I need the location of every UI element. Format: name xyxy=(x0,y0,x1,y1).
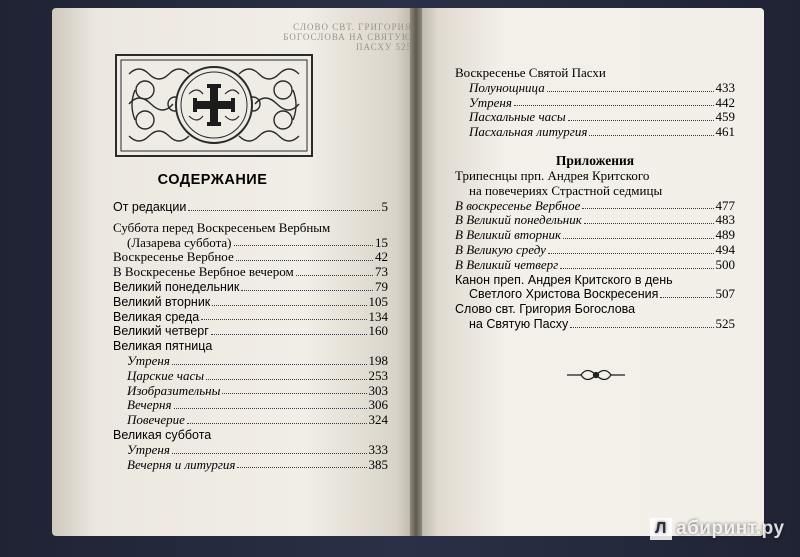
toc-entry xyxy=(113,458,388,473)
toc-page-number: 306 xyxy=(368,397,388,413)
right-toc-list xyxy=(455,66,735,332)
toc-entry xyxy=(455,125,735,140)
toc-entry-title: Воскресенье Вербное xyxy=(113,249,234,265)
toc-entry-title: Великая пятница xyxy=(113,339,213,354)
leader-dots xyxy=(589,135,713,136)
leader-dots xyxy=(660,297,713,298)
toc-page-number: 5 xyxy=(381,199,388,214)
toc-entry-title: Суббота перед Воскресеньем Вербным xyxy=(113,219,331,235)
leader-dots xyxy=(568,120,714,121)
toc-entry-title: Трипеснцы прп. Андрея Критского xyxy=(455,167,650,183)
toc-entry xyxy=(455,258,735,273)
toc-entry xyxy=(113,354,388,369)
leader-dots xyxy=(187,423,367,424)
toc-title: СОДЕРЖАНИЕ xyxy=(157,172,268,188)
toc-entry xyxy=(113,295,388,310)
toc-page-number: 477 xyxy=(715,197,735,213)
leader-dots xyxy=(234,245,373,246)
cross-ornament-icon xyxy=(115,54,313,157)
toc-page-number: 433 xyxy=(715,79,735,95)
toc-entry xyxy=(455,273,735,288)
toc-page-number: 494 xyxy=(715,241,735,257)
toc-entry-title: Пасхальная литургия xyxy=(469,124,588,140)
toc-page-number: 489 xyxy=(715,227,735,243)
toc-entry-title: Повечерие xyxy=(127,412,185,428)
leader-dots xyxy=(584,223,714,224)
toc-page-number: 333 xyxy=(368,441,388,457)
leader-dots xyxy=(570,327,713,328)
toc-entry xyxy=(455,228,735,243)
leader-dots xyxy=(560,268,713,269)
toc-entry-title: В Великий четверг xyxy=(455,256,559,272)
toc-page-number: 385 xyxy=(368,456,388,472)
toc-entry xyxy=(455,213,735,228)
toc-entry xyxy=(113,339,388,354)
leader-dots xyxy=(241,290,373,291)
leader-dots xyxy=(563,238,713,239)
toc-entry xyxy=(113,265,388,280)
toc-entry xyxy=(455,287,735,302)
leader-dots xyxy=(582,208,713,209)
toc-entry-title: Слово свт. Григория Богослова xyxy=(455,302,636,317)
leader-dots xyxy=(296,275,373,276)
toc-page-number: 105 xyxy=(368,293,388,309)
toc-entry xyxy=(113,443,388,458)
left-toc-list xyxy=(113,200,388,472)
toc-entry-title: Великий понедельник xyxy=(113,279,240,294)
toc-entry xyxy=(455,81,735,96)
toc-page-number: 42 xyxy=(375,249,388,265)
toc-entry-title: От редакции xyxy=(113,200,187,214)
toc-page-number: 253 xyxy=(368,367,388,383)
toc-page-number: 79 xyxy=(375,278,388,294)
toc-page-number: 483 xyxy=(715,212,735,228)
toc-entry-title: (Лазарева суббота) xyxy=(127,234,232,250)
toc-entry xyxy=(455,96,735,111)
leader-dots xyxy=(188,210,379,211)
running-head: СЛОВО СВТ. ГРИГОРИЯ БОГОСЛОВА НА СВЯТУЮ ПАСХУ 525 xyxy=(283,22,412,52)
toc-entry-title: В воскресенье Вербное xyxy=(455,197,581,213)
toc-entry-title: В Великую среду xyxy=(455,241,546,257)
toc-entry-title: В Воскресенье Вербное вечером xyxy=(113,264,294,280)
toc-entry xyxy=(455,317,735,332)
toc-entry-title: В Великий вторник xyxy=(455,227,562,243)
toc-entry-title: Великий вторник xyxy=(113,294,211,309)
toc-page-number: 303 xyxy=(368,382,388,398)
toc-entry xyxy=(455,302,735,317)
toc-entry xyxy=(113,310,388,325)
toc-entry xyxy=(113,236,388,251)
toc-entry-title: на повечериях Страстной седмицы xyxy=(469,182,663,198)
toc-page-number: 442 xyxy=(715,94,735,110)
flourish-ornament-icon xyxy=(565,364,627,386)
toc-page-number: 198 xyxy=(368,352,388,368)
toc-entry-title: Утреня xyxy=(127,441,170,457)
toc-page-number: 500 xyxy=(715,256,735,272)
toc-entry-title: Вечерня xyxy=(127,397,172,413)
leader-dots xyxy=(172,453,367,454)
leader-dots xyxy=(237,467,366,468)
watermark-logo-icon: Л xyxy=(650,518,672,540)
toc-entry xyxy=(113,280,388,295)
toc-entry-title: Вечерня и литургия xyxy=(127,456,236,472)
toc-entry xyxy=(455,184,735,199)
leader-dots xyxy=(212,305,366,306)
toc-entry xyxy=(455,199,735,214)
toc-entry xyxy=(113,324,388,339)
toc-entry-title: Великий четверг xyxy=(113,324,209,339)
leader-dots xyxy=(236,260,373,261)
toc-entry-title: Светлого Христова Воскресения xyxy=(469,287,659,302)
toc-entry-title: Великая суббота xyxy=(113,427,212,442)
toc-entry xyxy=(455,66,735,81)
toc-entry-title: Царские часы xyxy=(127,367,205,383)
toc-entry xyxy=(113,428,388,443)
toc-entry-title: на Святую Пасху xyxy=(469,316,569,331)
toc-page-number: 134 xyxy=(368,308,388,324)
appendix-title: Приложения xyxy=(555,152,635,168)
toc-entry xyxy=(455,243,735,258)
toc-entry-title: Изобразительны xyxy=(127,382,221,398)
labirint-watermark xyxy=(650,518,795,544)
toc-entry-title: Воскресенье Святой Пасхи xyxy=(455,65,606,80)
leader-dots xyxy=(548,253,714,254)
toc-entry-title: Утреня xyxy=(469,94,512,110)
toc-page-number: 15 xyxy=(375,234,388,250)
leader-dots xyxy=(211,334,367,335)
leader-dots xyxy=(206,379,366,380)
toc-entry-title: Канон преп. Андрея Критского в день xyxy=(455,272,673,287)
leader-dots xyxy=(174,408,367,409)
toc-entry xyxy=(113,384,388,399)
toc-entry-title: Пасхальные часы xyxy=(469,109,566,125)
leader-dots xyxy=(201,319,366,320)
toc-page-number: 507 xyxy=(715,286,735,302)
book-gutter xyxy=(410,8,422,536)
toc-entry-title: Полунощница xyxy=(469,79,545,95)
toc-entry xyxy=(113,250,388,265)
leader-dots xyxy=(172,364,367,365)
leader-dots xyxy=(547,91,714,92)
toc-entry xyxy=(455,169,735,184)
leader-dots xyxy=(514,105,714,106)
toc-entry xyxy=(113,369,388,384)
toc-entry-title: В Великий понедельник xyxy=(455,212,582,228)
toc-entry-title: Великая среда xyxy=(113,309,200,324)
toc-entry xyxy=(113,398,388,413)
toc-page-number: 324 xyxy=(368,412,388,428)
toc-page-number: 459 xyxy=(715,109,735,125)
toc-page-number: 525 xyxy=(715,315,735,331)
toc-page-number: 461 xyxy=(715,124,735,140)
toc-page-number: 73 xyxy=(375,264,388,280)
watermark-text: абиринт.ру xyxy=(676,518,785,540)
toc-entry-title: Утреня xyxy=(127,352,170,368)
toc-entry xyxy=(113,221,388,236)
toc-entry xyxy=(113,413,388,428)
toc-page-number: 160 xyxy=(368,323,388,339)
leader-dots xyxy=(222,393,366,394)
toc-entry xyxy=(113,200,388,215)
toc-entry xyxy=(455,110,735,125)
